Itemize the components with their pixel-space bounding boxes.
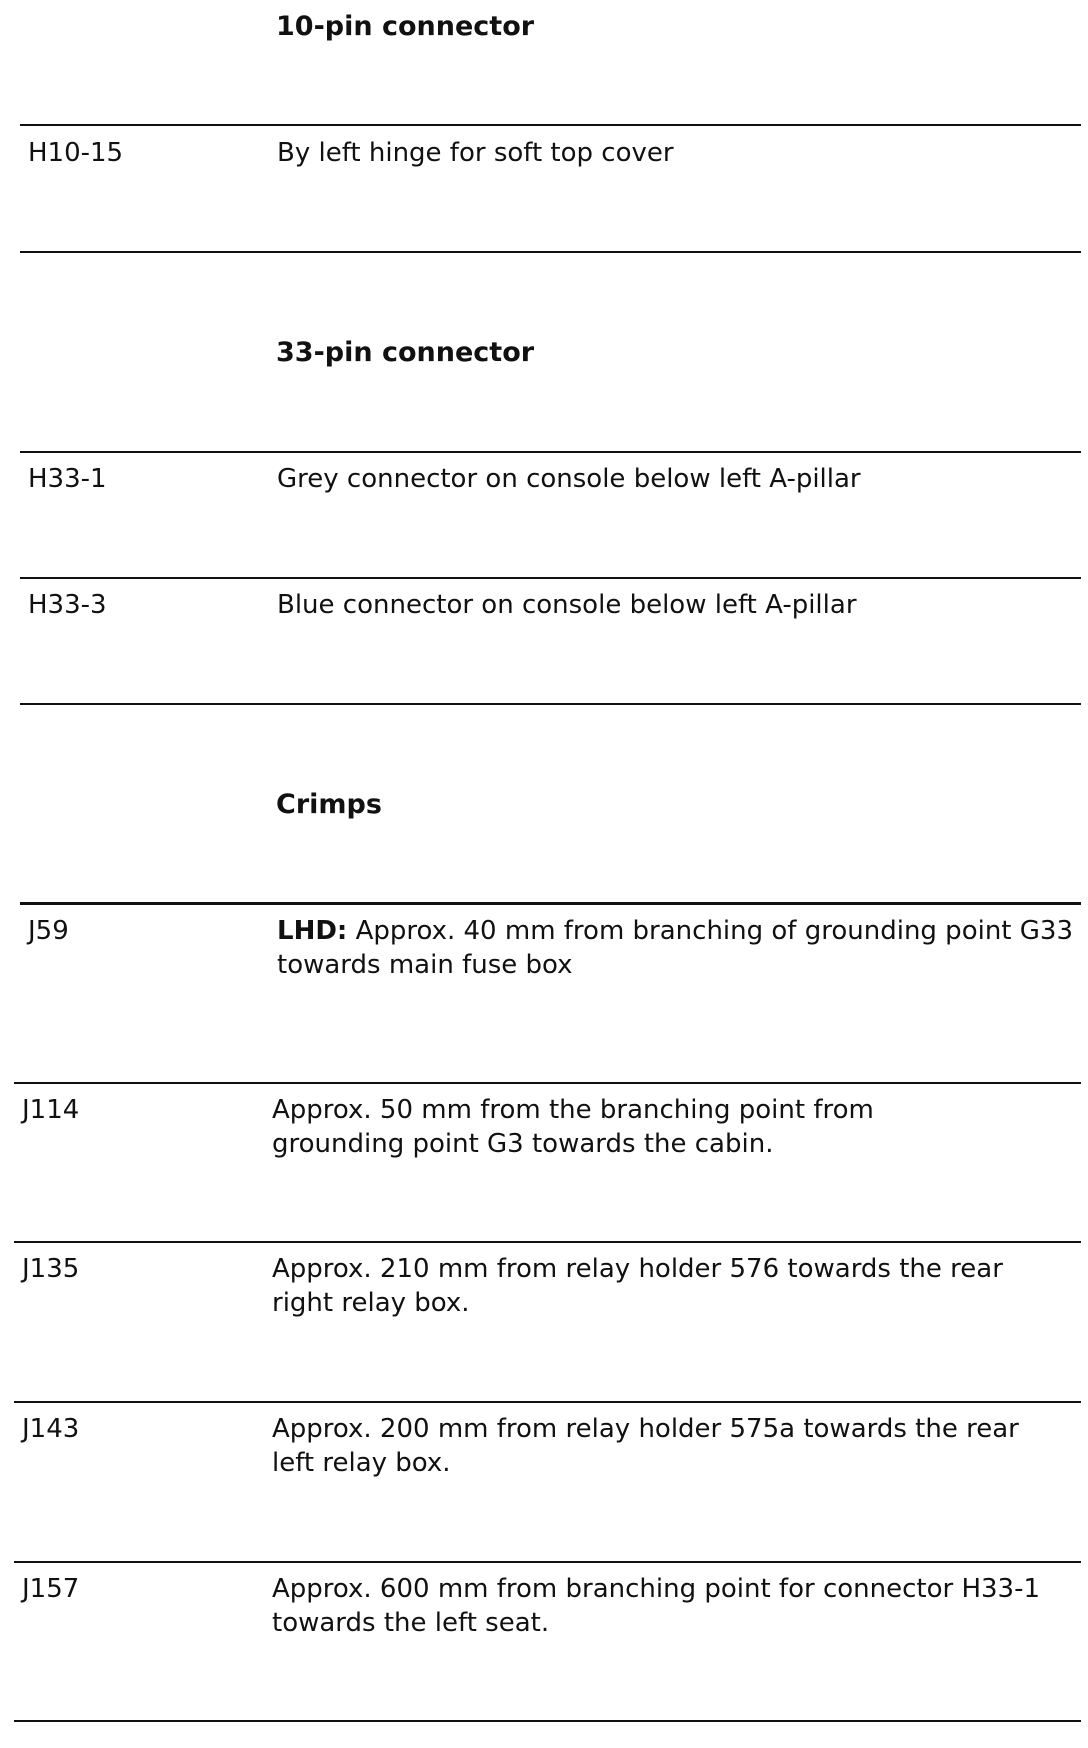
connector-location: Grey connector on console below left A-pillar [277,464,861,494]
table-divider [20,577,1081,579]
crimp-location: Approx. 200 mm from relay holder 575a towards the rear left relay box. [272,1414,1019,1478]
crimp-location-text: Approx. 40 mm from branching of grounding point G33 towards main fuse box [277,916,1073,980]
connector-location: Blue connector on console below left A-pillar [277,590,857,620]
connector-code: H33-3 [28,590,107,620]
table-divider [14,1561,1081,1563]
connector-location: By left hinge for soft top cover [277,138,674,168]
crimp-code: J143 [22,1414,80,1444]
section-heading-10-pin: 10-pin connector [276,11,535,42]
crimp-code: J59 [28,916,69,946]
crimp-location: Approx. 600 mm from branching point for connector H33-1 towards the left seat. [272,1574,1041,1638]
crimp-code: J135 [22,1254,80,1284]
table-divider [14,1720,1081,1722]
crimp-code: J114 [22,1095,80,1125]
table-divider [14,1082,1081,1084]
table-divider [20,703,1081,705]
table-divider [20,251,1081,253]
section-heading-33-pin: 33-pin connector [276,337,535,368]
table-divider [20,124,1081,126]
connector-code: H10-15 [28,138,124,168]
section-heading-crimps: Crimps [276,789,382,820]
crimp-location [277,914,1077,982]
crimp-code: J157 [22,1574,80,1604]
lhd-label: LHD: [277,916,348,946]
table-divider [14,1401,1081,1403]
crimp-location: Approx. 210 mm from relay holder 576 towards the rear right relay box. [272,1254,1003,1318]
table-divider [20,902,1081,905]
table-divider [14,1241,1081,1243]
table-divider [20,451,1081,453]
crimp-location: Approx. 50 mm from the branching point from grounding point G3 towards the cabin. [272,1095,874,1159]
connector-code: H33-1 [28,464,107,494]
